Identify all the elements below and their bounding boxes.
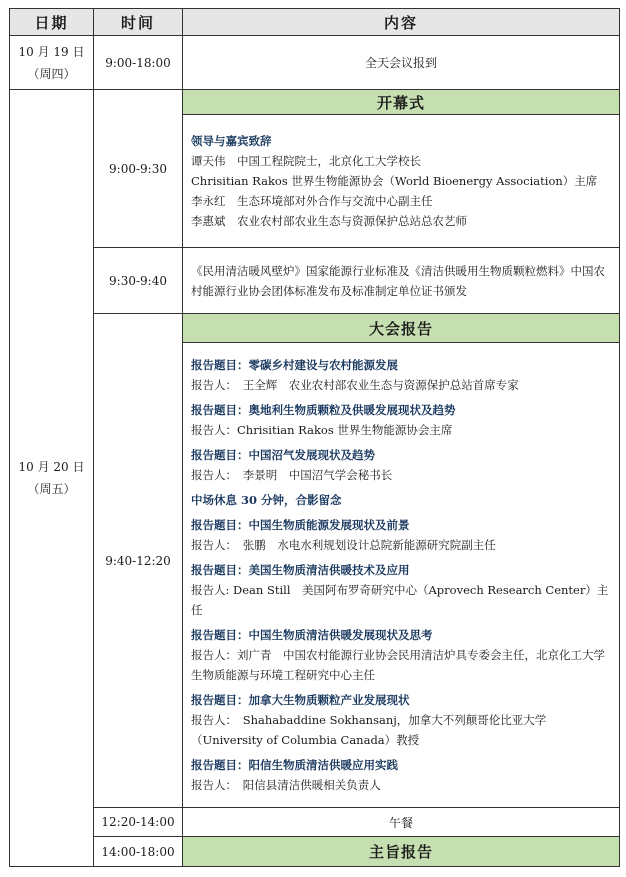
day1-content: 全天会议报到 (183, 36, 620, 90)
keynote-time: 14:00-18:00 (94, 837, 183, 867)
agenda-table (9, 8, 620, 867)
plenary-title: 大会报告 (183, 314, 620, 343)
opening-heading: 领导与嘉宾致辞 (191, 134, 272, 148)
day1-row (10, 36, 620, 90)
talk-topic: 报告题目：加拿大生物质颗粒产业发展现状 (191, 693, 410, 707)
talk-speaker: 报告人： 李景明 中国沼气学会秘书长 (191, 468, 393, 482)
day2-date-cell (10, 90, 94, 867)
lunch-content: 午餐 (183, 808, 620, 837)
header-date: 日期 (10, 9, 94, 36)
opening-line: Chrisitian Rakos 世界生物能源协会（World Bioenergy Association）主席 (191, 174, 598, 188)
keynote-title: 主旨报告 (183, 837, 620, 867)
header-row (10, 9, 620, 36)
talk-topic: 报告题目：奥地利生物质颗粒及供暖发展现状及趋势 (191, 403, 456, 417)
day2-weekday: （周五） (27, 482, 76, 496)
opening-line: 谭天伟 中国工程院院士，北京化工大学校长 (191, 154, 421, 168)
talk-speaker: 报告人： Shahabaddine Sokhansanj，加拿大不列颠哥伦比亚大学（University of Columbia Canada）教授 (191, 713, 547, 747)
day2-date: 10 月 20 日 (18, 460, 85, 474)
talk-speaker: 报告人: Dean Still 美国阿布罗奇研究中心（Aprovech Research Center）主任 (191, 583, 609, 617)
plenary-time: 9:40-12:20 (94, 314, 183, 808)
break-note: 中场休息 30 分钟，合影留念 (191, 493, 342, 507)
talk-topic: 报告题目：中国生物质清洁供暖发展现状及思考 (191, 628, 433, 642)
talk-speaker: 报告人：刘广青 中国农村能源行业协会民用清洁炉具专委会主任，北京化工大学生物质能源与环境工程研究中心主任 (191, 648, 605, 682)
talk-topic: 报告题目：中国沼气发展现状及趋势 (191, 448, 375, 462)
opening-speech-cell (183, 115, 620, 248)
day1-weekday: （周四） (27, 66, 76, 81)
talk-speaker: 报告人： 王全辉 农业农村部农业生态与资源保护总站首席专家 (191, 378, 519, 392)
day1-date-cell (10, 36, 94, 90)
day1-time: 9:00-18:00 (94, 36, 183, 90)
header-content: 内容 (183, 9, 620, 36)
talk-speaker: 报告人：Chrisitian Rakos 世界生物能源协会主席 (191, 423, 453, 437)
opening-line: 李永红 生态环境部对外合作与交流中心副主任 (191, 194, 433, 208)
release-time: 9:30-9:40 (94, 248, 183, 314)
release-row (10, 248, 620, 314)
plenary-talks-cell (183, 343, 620, 808)
talk-speaker: 报告人： 张鹏 水电水利规划设计总院新能源研究院副主任 (191, 538, 496, 552)
talk-speaker: 报告人： 阳信县清洁供暖相关负责人 (191, 778, 381, 792)
lunch-time: 12:20-14:00 (94, 808, 183, 837)
talk-topic: 报告题目：零碳乡村建设与农村能源发展 (191, 358, 398, 372)
opening-title-row (10, 90, 620, 115)
header-time: 时间 (94, 9, 183, 36)
talk-topic: 报告题目：中国生物质能源发展现状及前景 (191, 518, 410, 532)
opening-line: 李惠斌 农业农村部农业生态与资源保护总站总农艺师 (191, 214, 467, 228)
plenary-title-row (10, 314, 620, 343)
talk-topic: 报告题目：美国生物质清洁供暖技术及应用 (191, 563, 410, 577)
opening-title: 开幕式 (183, 90, 620, 115)
opening-time: 9:00-9:30 (94, 90, 183, 248)
lunch-row (10, 808, 620, 837)
talk-topic: 报告题目：阳信生物质清洁供暖应用实践 (191, 758, 398, 772)
release-content: 《民用清洁暖风壁炉》国家能源行业标准及《清洁供暖用生物质颗粒燃料》中国农村能源行业协会团体标准发布及标准制定单位证书颁发 (183, 248, 620, 314)
day1-date: 10 月 19 日 (18, 44, 85, 59)
keynote-row (10, 837, 620, 867)
